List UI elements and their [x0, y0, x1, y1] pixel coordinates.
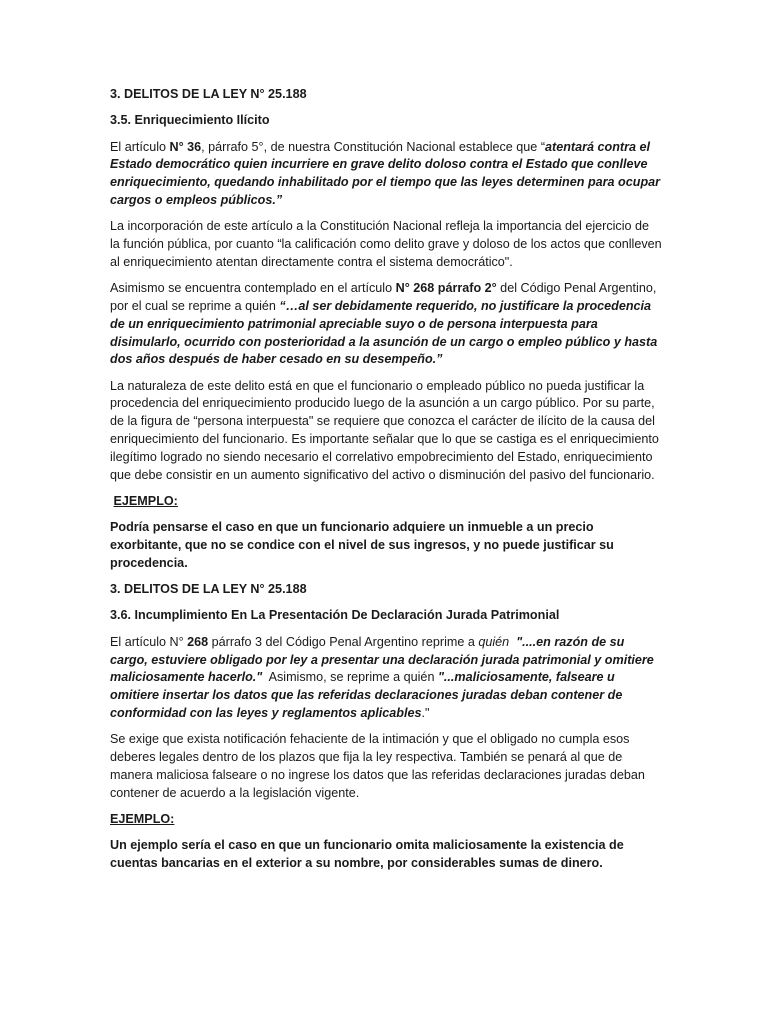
- subheading-enriquecimiento: 3.5. Enriquecimiento Ilícito: [110, 113, 270, 128]
- text-run: El artículo: [110, 139, 170, 154]
- example-text-1: Podría pensarse el caso en que un funcionario adquiere un inmueble a un precio exorbitante, que no se condice con el nivel de sus ingresos, y no puede justificar su procedencia.: [110, 520, 614, 570]
- text-run: del Código Penal Argentino, por el cual se reprime a quién: [110, 281, 657, 313]
- paragraph-art36: [110, 139, 662, 210]
- example-label-2: [110, 811, 662, 829]
- law-heading-1: 3. DELITOS DE LA LEY N° 25.188: [110, 87, 307, 101]
- penal-code-quote: "....en razón de su cargo, estuviere obligado por ley a presentar una declaración jurada patrimonial y omitiere maliciosamente hacerlo.": [110, 634, 654, 685]
- example-label-text: EJEMPLO:: [113, 493, 178, 508]
- example-label-1: [110, 493, 662, 511]
- example-text-2: Un ejemplo sería el caso en que un funcionario omita maliciosamente la existencia de cuentas bancarias en el exterior a su nombre, por considerables sumas de dinero.: [110, 838, 624, 870]
- paragraph-notificacion: Se exige que exista notificación fehaciente de la intimación y que el obligado no cumpla esos deberes legales dentro de los plazos que fija la ley respectiva. También se penará al que de manera maliciosa falseare o no ingrese los datos que las referidas declaraciones juradas deban contener de acuerdo a la legislación vigente.: [110, 732, 645, 800]
- paragraph-art268-2: [110, 280, 662, 369]
- paragraph-naturaleza: La naturaleza de este delito está en que el funcionario o empleado público no pueda justificar la procedencia del enriquecimiento producido luego de la asunción a un cargo público. Por su parte, de la figura de “persona interpuesta" se requiere que conozca el carácter de ilícito de la causa del enriquecimiento del funcionario. Es importante señalar que lo que se castiga es el enriquecimiento ilegítimo logrado no siendo necesario el correlativo empobrecimiento del Estado, enriquecimiento que debe consistir en un aumento significativo del activo o disminución del pasivo del funcionario.: [110, 378, 659, 482]
- text-run: párrafo 3 del Código Penal Argentino reprime a: [208, 634, 479, 649]
- example-label-text: EJEMPLO:: [110, 811, 175, 826]
- constitution-quote: atentará contra el Estado democrático quien incurriere en grave delito doloso contra el Estado que conlleve enriquecimiento, quedando inhabilitado por el tiempo que las leyes determinen para ocupar cargos o empleos públicos.”: [110, 139, 661, 207]
- text-run: , párrafo 5°, de nuestra Constitución Nacional establece que “: [201, 139, 546, 154]
- law-heading-2: 3. DELITOS DE LA LEY N° 25.188: [110, 582, 307, 597]
- article-number: 268: [187, 634, 209, 649]
- text-run-italic: quién: [478, 634, 510, 649]
- article-number: N° 268 párrafo 2°: [395, 281, 497, 296]
- text-run: El artículo N°: [110, 634, 188, 649]
- penal-code-quote: “…al ser debidamente requerido, no justificare la procedencia de un enriquecimiento patrimonial apreciable suyo o de persona interpuesta para disimularlo, ocurrido con posterioridad a la asunción de un cargo o empleo público y hasta dos años después de haber cesado en su desempeño.”: [110, 298, 658, 367]
- text-run: .": [421, 705, 430, 720]
- text-run: Asimismo, se reprime a quién: [262, 670, 438, 685]
- text-run: Asimismo se encuentra contemplado en el artículo: [110, 281, 396, 296]
- subheading-declaracion-jurada: 3.6. Incumplimiento En La Presentación De Declaración Jurada Patrimonial: [110, 608, 560, 623]
- article-number: N° 36: [169, 139, 202, 154]
- penal-code-quote: "...maliciosamente, falseare u omitiere insertar los datos que las referidas declaraciones juradas deban contener de conformidad con las leyes y reglamentos aplicables: [110, 670, 623, 720]
- paragraph-art268-3: [110, 634, 662, 723]
- paragraph-incorporacion: La incorporación de este artículo a la Constitución Nacional refleja la importancia del ejercicio de la función pública, por cuanto “la calificación como delito grave y doloso de los actos que conlleven al enriquecimiento atentan directamente contra el sistema democrático".: [110, 219, 662, 269]
